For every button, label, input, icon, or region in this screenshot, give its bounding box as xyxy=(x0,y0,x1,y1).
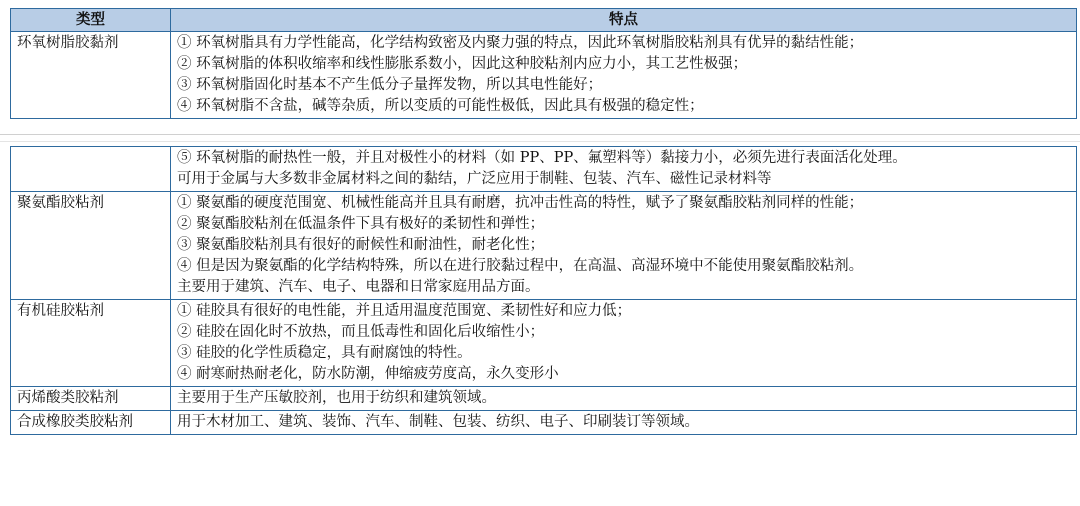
table-row xyxy=(11,192,1077,300)
feature-line: ④ 但是因为聚氨酯的化学结构特殊，所以在进行胶黏过程中，在高温、高湿环境中不能使用聚氨酯胶粘剂。 xyxy=(177,258,864,274)
feature-line: 可用于金属与大多数非金属材料之间的黏结，广泛应用于制鞋、包装、汽车、磁性记录材料等 xyxy=(177,171,772,187)
table-row xyxy=(11,32,1077,119)
feature-line: ① 环氧树脂具有力学性能高，化学结构致密及内聚力强的特点，因此环氧树脂胶粘剂具有优异的黏结性能； xyxy=(177,35,864,51)
features-cell xyxy=(171,387,1077,411)
table-header-row xyxy=(11,9,1077,32)
features-cell xyxy=(171,32,1077,119)
type-cell: 合成橡胶类胶粘剂 xyxy=(11,411,171,435)
features-cell xyxy=(171,192,1077,300)
type-cell: 丙烯酸类胶粘剂 xyxy=(11,387,171,411)
adhesive-table-part-2 xyxy=(10,146,1077,435)
features-cell xyxy=(171,147,1077,192)
feature-line: ④ 耐寒耐热耐老化，防水防潮，伸缩疲劳度高，永久变形小 xyxy=(177,366,559,382)
feature-line: 主要用于建筑、汽车、电子、电器和日常家庭用品方面。 xyxy=(177,279,540,295)
features-cell xyxy=(171,300,1077,387)
header-features: 特点 xyxy=(171,9,1077,32)
feature-line: 用于木材加工、建筑、装饰、汽车、制鞋、包装、纺织、电子、印刷装订等领域。 xyxy=(177,414,699,430)
feature-line: ③ 硅胶的化学性质稳定，具有耐腐蚀的特性。 xyxy=(177,345,472,361)
header-type: 类型 xyxy=(11,9,171,32)
feature-line: ③ 环氧树脂固化时基本不产生低分子量挥发物，所以其电性能好； xyxy=(177,77,603,93)
feature-line: ⑤ 环氧树脂的耐热性一般，并且对极性小的材料（如 PP、PP、氟塑料等）黏接力小，必须先进行表面活化处理。 xyxy=(177,150,907,166)
feature-line: 主要用于生产压敏胶剂，也用于纺织和建筑领域。 xyxy=(177,390,496,406)
table-row xyxy=(11,387,1077,411)
type-cell: 有机硅胶粘剂 xyxy=(11,300,171,387)
type-cell: 环氧树脂胶黏剂 xyxy=(11,32,171,119)
table-row xyxy=(11,147,1077,192)
type-cell: 聚氨酯胶粘剂 xyxy=(11,192,171,300)
type-cell xyxy=(11,147,171,192)
page-break-divider xyxy=(0,134,1080,142)
feature-line: ③ 聚氨酯胶粘剂具有很好的耐候性和耐油性，耐老化性； xyxy=(177,237,545,253)
table-row xyxy=(11,411,1077,435)
features-cell xyxy=(171,411,1077,435)
feature-line: ① 聚氨酯的硬度范围宽、机械性能高并且具有耐磨，抗冲击性高的特性，赋予了聚氨酯胶粘剂同样的性能； xyxy=(177,195,864,211)
feature-line: ④ 环氧树脂不含盐，碱等杂质，所以变质的可能性极低，因此具有极强的稳定性； xyxy=(177,98,704,114)
feature-line: ② 硅胶在固化时不放热，而且低毒性和固化后收缩性小； xyxy=(177,324,545,340)
table-row xyxy=(11,300,1077,387)
feature-line: ② 环氧树脂的体积收缩率和线性膨胀系数小，因此这种胶粘剂内应力小，其工艺性极强； xyxy=(177,56,748,72)
adhesive-table-part-1 xyxy=(10,8,1077,119)
feature-line: ① 硅胶具有很好的电性能，并且适用温度范围宽、柔韧性好和应力低； xyxy=(177,303,632,319)
feature-line: ② 聚氨酯胶粘剂在低温条件下具有极好的柔韧性和弹性； xyxy=(177,216,545,232)
